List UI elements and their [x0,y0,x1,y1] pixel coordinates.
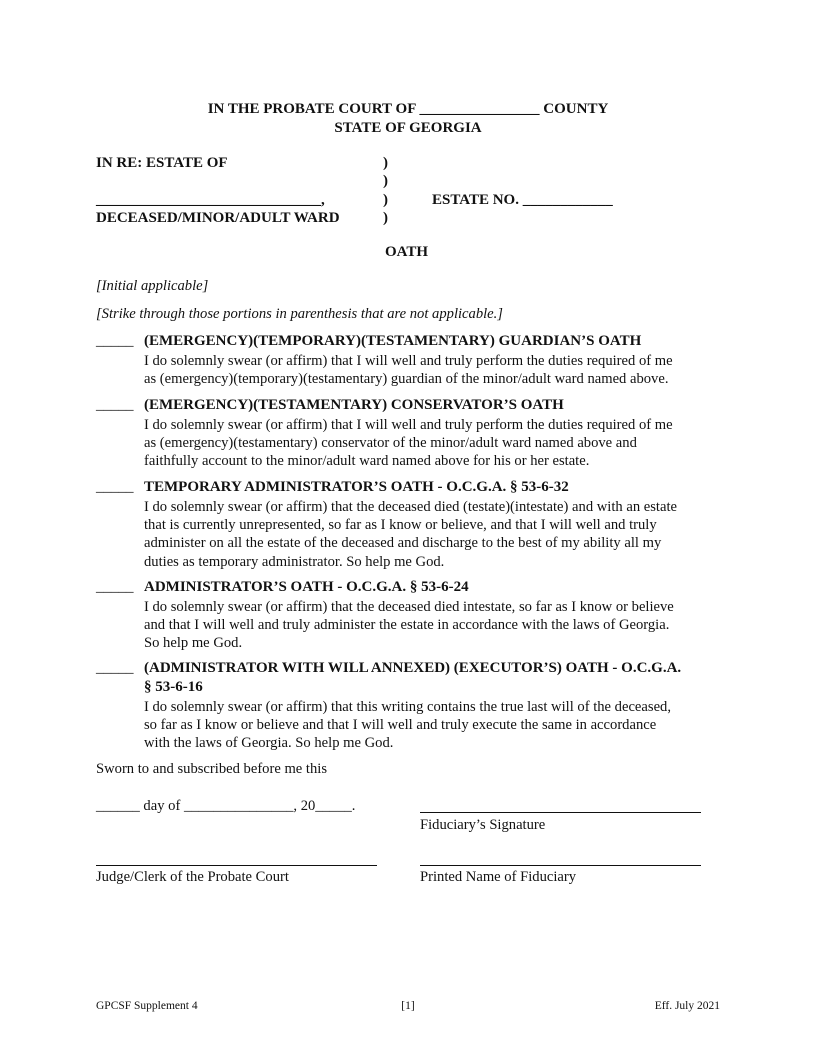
document-title: OATH [385,244,429,260]
oath-title: (EMERGENCY)(TEMPORARY)(TESTAMENTARY) GUARDIAN’S OATH [144,333,642,349]
oath-title: TEMPORARY ADMINISTRATOR’S OATH - O.C.G.A. § 53-6-32 [144,479,569,495]
initial-blank: _____ [96,397,134,413]
name-blank: ______________________________, [96,192,325,208]
printed-name-line [420,865,701,866]
initial-blank: _____ [96,479,134,495]
state-heading: STATE OF GEORGIA [334,120,482,136]
fiduciary-signature-label: Fiduciary’s Signature [420,817,546,833]
initial-blank: _____ [96,660,134,676]
oath-line: I do solemnly swear (or affirm) that the deceased died (testate)(intestate) and with an estate [144,499,677,515]
oath-line: duties as temporary administrator. So help me God. [144,553,445,570]
printed-name-label: Printed Name of Fiduciary [420,869,577,885]
oath-line: I do solemnly swear (or affirm) that this writing contains the true last will of the deceased, [144,699,671,715]
sworn-statement: Sworn to and subscribed before me this [96,761,328,777]
oath-title: ADMINISTRATOR’S OATH - O.C.G.A. § 53-6-24 [144,579,469,595]
oath-line: I do solemnly swear (or affirm) that I will well and truly perform the duties required of me [144,417,673,433]
estate-number: ESTATE NO. ____________ [432,192,613,208]
caption-paren: ) [383,192,388,208]
oath-line: that is currently unrepresented, so far as I know or believe, and that I will well and truly [144,517,657,534]
caption-paren: ) [383,173,388,189]
oath-line: as (emergency)(testamentary) conservator of the minor/adult ward named above and [144,435,637,452]
court-heading: IN THE PROBATE COURT OF ________________ COUNTY [207,101,609,117]
oath-line: So help me God. [144,635,243,652]
oath-line: as (emergency)(temporary)(testamentary) guardian of the minor/adult ward named above. [144,371,669,388]
instruction-initial: [Initial applicable] [96,278,209,294]
fiduciary-signature-line [420,812,701,813]
oath-line: I do solemnly swear (or affirm) that the deceased died intestate, so far as I know or believe [144,599,674,615]
instruction-strike: [Strike through those portions in parenthesis that are not applicable.] [96,306,503,322]
oath-line: administer on all the estate of the deceased and discharge to the best of my ability all my [144,535,662,552]
footer-page-number: [1] [401,1000,415,1012]
caption-paren: ) [383,155,388,171]
oath-line: faithfully account to the minor/adult ward named above for his or her estate. [144,453,590,470]
caption-paren: ) [383,210,388,226]
footer-effective-date: Eff. July 2021 [654,1000,720,1012]
oath-title: (ADMINISTRATOR WITH WILL ANNEXED) (EXECUTOR’S) OATH - O.C.G.A. [144,660,682,676]
date-line: ______ day of _______________, 20_____. [96,798,356,814]
oath-title-continued: § 53-6-16 [144,679,203,695]
in-re-label: IN RE: ESTATE OF [96,155,228,171]
party-label: DECEASED/MINOR/ADULT WARD [96,210,340,226]
judge-signature-line [96,865,377,866]
oath-title: (EMERGENCY)(TESTAMENTARY) CONSERVATOR’S OATH [144,397,564,413]
oath-line: so far as I know or believe and that I will well and truly execute the same in accordance [144,717,657,734]
oath-line: I do solemnly swear (or affirm) that I will well and truly perform the duties required of me [144,353,673,369]
oath-line: with the laws of Georgia. So help me God. [144,735,394,752]
initial-blank: _____ [96,333,134,349]
oath-line: and that I will well and truly administer the estate in accordance with the laws of Georgia. [144,617,670,634]
initial-blank: _____ [96,579,134,595]
judge-clerk-label: Judge/Clerk of the Probate Court [96,869,289,885]
footer-form-id: GPCSF Supplement 4 [96,1000,198,1012]
